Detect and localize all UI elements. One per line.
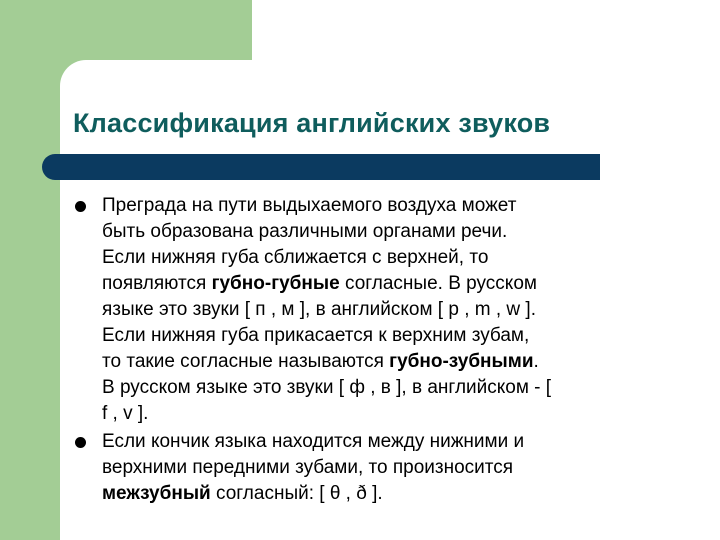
text-line: языке это звуки [ п , м ], в английском [ p , m , w ].	[102, 299, 536, 320]
text-line	[102, 271, 675, 297]
text-line: Если кончик языка находится между нижними и	[102, 431, 525, 452]
text-segment: согласный: [ θ , ð ].	[210, 483, 383, 504]
bullet-item	[75, 193, 675, 427]
text-line: верхними передними зубами, то произносится	[102, 457, 514, 478]
text-segment: то такие согласные называются	[102, 351, 390, 372]
text-segment: .	[533, 351, 539, 372]
slide-content	[75, 193, 675, 509]
term-labiodental: губно-зубными	[389, 351, 534, 372]
term-bilabial: губно-губные	[211, 273, 340, 294]
text-segment: согласные. В русском	[339, 273, 537, 294]
term-interdental: межзубный	[102, 483, 211, 504]
slide-title: Классификация английских звуков	[73, 108, 551, 138]
text-line: Преграда на пути выдыхаемого воздуха может	[102, 195, 517, 216]
text-segment: появляются	[102, 273, 212, 294]
text-line: Если нижняя губа прикасается к верхним зубам,	[102, 325, 530, 346]
bullet-dot-icon	[75, 437, 86, 448]
text-line	[102, 481, 675, 507]
text-line: Если нижняя губа сближается с верхней, то	[102, 247, 489, 268]
title-underline-bar	[42, 154, 600, 180]
bullet-item	[75, 429, 675, 507]
text-line: f , v ].	[102, 403, 149, 424]
text-line	[102, 349, 675, 375]
text-line: быть образована различными органами речи.	[102, 221, 508, 242]
text-line: В русском языке это звуки [ ф , в ], в английском - [	[102, 377, 552, 398]
bullet-dot-icon	[75, 201, 86, 212]
